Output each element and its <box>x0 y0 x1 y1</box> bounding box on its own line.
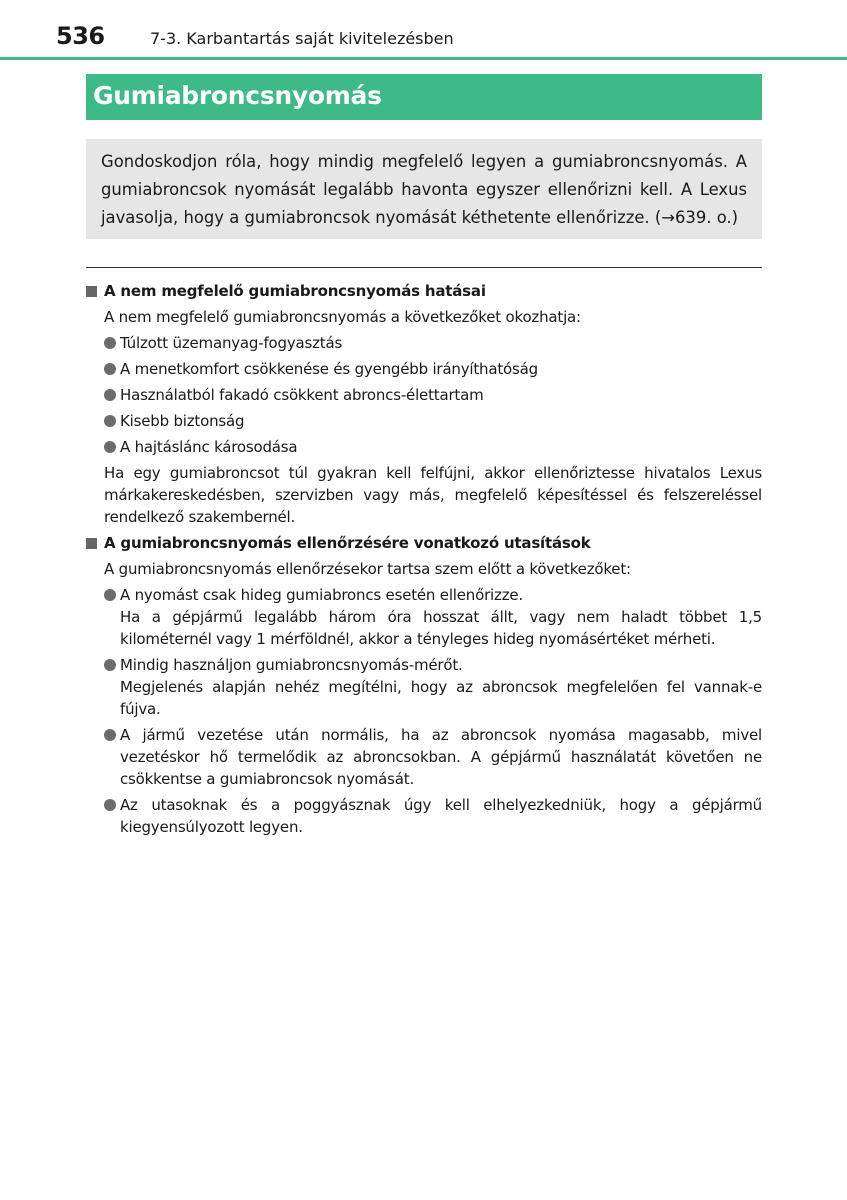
section-lead: A gumiabroncsnyomás ellenőrzésekor tartsa szem előtt a következőket: <box>104 560 631 578</box>
section-instructions <box>86 532 762 838</box>
section-title-bar <box>86 74 762 120</box>
bullet-dot-icon <box>104 337 116 349</box>
list-item: Kisebb biztonság <box>86 410 762 432</box>
bullet-dot-icon <box>104 659 116 671</box>
square-bullet-icon <box>86 538 97 549</box>
page-number: 536 <box>56 22 105 50</box>
bullet-dot-icon <box>104 799 116 811</box>
list-item: Az utasoknak és a poggyásznak úgy kell elhelyezkedniük, hogy a gépjármű kiegyensúlyozott legyen. <box>86 794 762 838</box>
list-item: A jármű vezetése után normális, ha az abroncsok nyomása magasabb, mivel vezetéskor hő termelődik az abroncsokban. A gépjármű használatát követően ne csökkentse a gumiabroncsok nyomását. <box>86 724 762 790</box>
section-heading: A nem megfelelő gumiabroncsnyomás hatásai <box>86 280 762 302</box>
list-item: Használatból fakadó csökkent abroncs-élettartam <box>86 384 762 406</box>
list-item: A menetkomfort csökkenése és gyengébb irányíthatóság <box>86 358 762 380</box>
content <box>86 279 762 842</box>
intro-box: Gondoskodjon róla, hogy mindig megfelelő legyen a gumiabroncsnyomás. A gumiabroncsok nyomását legalább havonta egyszer ellenőrizni kell. A Lexus javasolja, hogy a gumiabroncsok nyomását kéthetente ellenőrizze. (→639. o.) <box>86 139 762 239</box>
list-item: Mindig használjon gumiabroncsnyomás-mérőt. Megjelenés alapján nehéz megítélni, hogy az abroncsok megfelelően fel vannak-e fújva. <box>86 654 762 720</box>
bullet-dot-icon <box>104 441 116 453</box>
section-title: Gumiabroncsnyomás <box>93 81 382 110</box>
instructions-list <box>86 584 762 838</box>
bullet-dot-icon <box>104 415 116 427</box>
list-item: A nyomást csak hideg gumiabroncs esetén ellenőrizze. Ha a gépjármű legalább három óra hosszat állt, vagy nem haladt többet 1,5 kilométernél vagy 1 mérföldnél, akkor a tényleges hideg nyomásértéket mérheti. <box>86 584 762 650</box>
bullet-dot-icon <box>104 389 116 401</box>
section-effects <box>86 280 762 528</box>
bullet-dot-icon <box>104 363 116 375</box>
bullet-dot-icon <box>104 589 116 601</box>
section-lead: A nem megfelelő gumiabroncsnyomás a következőket okozhatja: <box>104 308 581 326</box>
page-header <box>0 0 847 60</box>
section-heading: A gumiabroncsnyomás ellenőrzésére vonatkozó utasítások <box>86 532 762 554</box>
bullet-dot-icon <box>104 729 116 741</box>
chapter-title: 7-3. Karbantartás saját kivitelezésben <box>150 29 454 48</box>
list-item: A hajtáslánc károsodása <box>86 436 762 458</box>
section-note: Ha egy gumiabroncsot túl gyakran kell felfújni, akkor ellenőriztesse hivatalos Lexus márkakereskedésben, szervizben vagy más, megfelelő képesítéssel és felszereléssel rendelkező szakembernél. <box>104 464 762 526</box>
effects-list <box>86 332 762 458</box>
separator-line <box>86 267 762 268</box>
header-rule <box>0 57 847 60</box>
list-item: Túlzott üzemanyag-fogyasztás <box>86 332 762 354</box>
square-bullet-icon <box>86 286 97 297</box>
